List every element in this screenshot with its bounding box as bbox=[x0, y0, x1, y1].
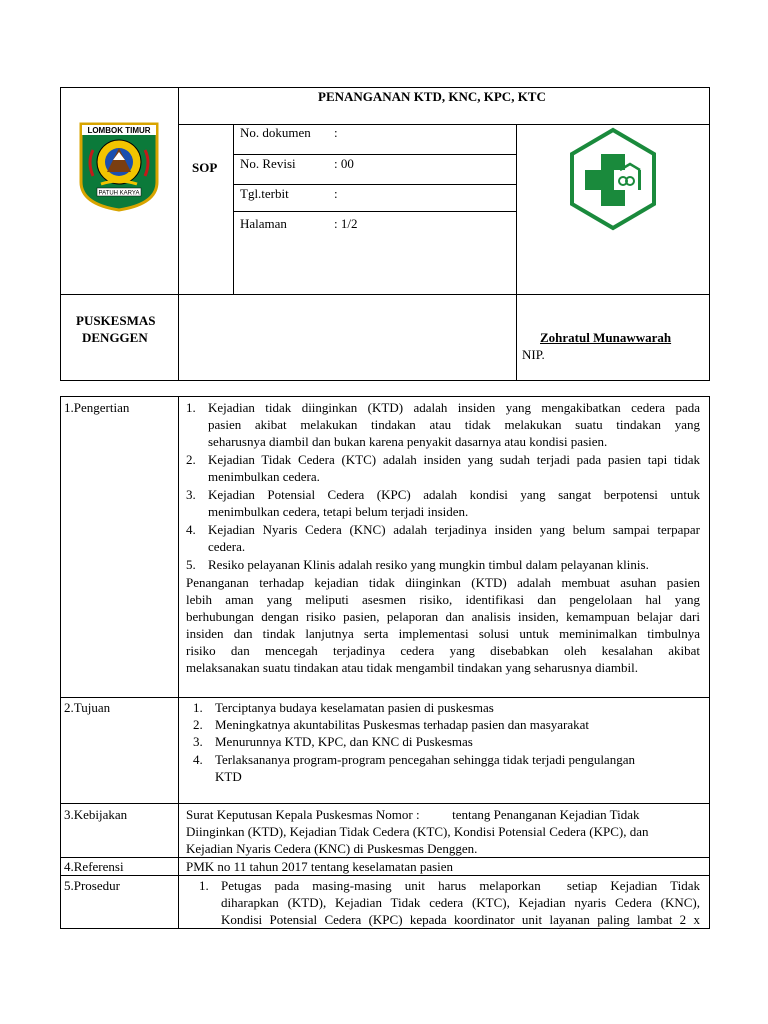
section-label: 5.Prosedur bbox=[64, 878, 120, 893]
header-divider bbox=[233, 211, 516, 212]
paragraph-line: Kejadian Nyaris Cedera (KNC) di Puskesmas Denggen. bbox=[186, 841, 478, 856]
list-item-line: KTD bbox=[215, 769, 242, 784]
paragraph-line: lebih aman yang meliputi asesmen risiko, identifikasi dan pengelolaan hal yang bbox=[186, 592, 700, 607]
content-bottom-border bbox=[60, 928, 710, 929]
section-label: 2.Tujuan bbox=[64, 700, 111, 715]
list-item-line: Kejadian tidak diinginkan (KTD) adalah insiden yang mengakibatkan cedera pada bbox=[208, 400, 700, 415]
section-label: 1.Pengertian bbox=[64, 400, 130, 415]
paragraph-line: risiko dan mencegah terjadinya cedera yang disebabkan oleh kesalahan akibat bbox=[186, 643, 700, 658]
referensi-text: PMK no 11 tahun 2017 tentang keselamatan pasien bbox=[186, 859, 454, 874]
content-divider bbox=[60, 697, 710, 698]
svg-text:PATUH KARYA: PATUH KARYA bbox=[98, 190, 140, 197]
doc-field-label: Tgl.terbit bbox=[240, 186, 289, 201]
lombok-timur-logo bbox=[79, 122, 159, 212]
list-item-line: pasien akibat melakukan tindakan atau tidak melakukan suatu tindakan yang bbox=[208, 417, 700, 432]
list-item-line: seharusnya diambil dan bukan karena penyakit dasarnya atau kondisi pasien. bbox=[208, 434, 608, 449]
list-number: 2. bbox=[193, 717, 203, 732]
list-number: 4. bbox=[193, 752, 203, 767]
list-number: 3. bbox=[193, 734, 203, 749]
doc-field-value: : 1/2 bbox=[334, 216, 358, 231]
doc-field-label: No. dokumen bbox=[240, 125, 311, 140]
doc-field-value: : bbox=[334, 125, 338, 140]
signer-name: Zohratul Munawwarah bbox=[540, 330, 672, 345]
doc-field-value: : bbox=[334, 186, 338, 201]
list-number: 5. bbox=[186, 557, 196, 572]
content-divider bbox=[60, 803, 710, 804]
list-item-line: diharapkan (KTD), Kejadian Tidak cedera (KTC), Kejadian nyaris Cedera (KNC), bbox=[221, 895, 700, 910]
list-number: 1. bbox=[199, 878, 209, 893]
list-item-line: Terciptanya budaya keselamatan pasien di puskesmas bbox=[215, 700, 494, 715]
section-label: 3.Kebijakan bbox=[64, 807, 128, 822]
doc-field-label: Halaman bbox=[240, 216, 287, 231]
list-item-line: Meningkatnya akuntabilitas Puskesmas terhadap pasien dan masyarakat bbox=[215, 717, 590, 732]
organization-name: DENGGEN bbox=[82, 330, 148, 345]
list-number: 4. bbox=[186, 522, 196, 537]
header-divider bbox=[60, 294, 710, 295]
list-item-line: Resiko pelayanan Klinis adalah resiko yang mungkin timbul dalam pelayanan klinis. bbox=[208, 557, 649, 572]
list-number: 2. bbox=[186, 452, 196, 467]
content-divider bbox=[178, 396, 179, 929]
header-divider bbox=[233, 124, 234, 294]
list-item-line: Menurunnya KTD, KPC, dan KNC di Puskesmas bbox=[215, 734, 473, 749]
list-item-line: menimbulkan cedera. bbox=[208, 469, 320, 484]
signer-nip: NIP. bbox=[522, 347, 545, 362]
organization-name: PUSKESMAS bbox=[76, 313, 156, 328]
section-label: 4.Referensi bbox=[64, 859, 124, 874]
header-divider bbox=[178, 87, 179, 381]
header-divider bbox=[516, 124, 517, 381]
sop-label: SOP bbox=[192, 160, 218, 175]
list-item-line: cedera. bbox=[208, 539, 246, 554]
paragraph-line: melaksanakan suatu tindakan atau tidak mengambil tindakan yang seharusnya diambil. bbox=[186, 660, 638, 675]
doc-field-value: : 00 bbox=[334, 156, 354, 171]
list-item-line: Kejadian Nyaris Cedera (KNC) adalah terjadinya insiden yang belum sampai terpapar bbox=[208, 522, 700, 537]
document-title: PENANGANAN KTD, KNC, KPC, KTC bbox=[318, 89, 546, 104]
paragraph-line: Surat Keputusan Kepala Puskesmas Nomor : tentang Penanganan Kejadian Tidak bbox=[186, 807, 640, 822]
list-item-line: Kondisi Potensial Cedera (KPC) kepada koordinator unit layanan paling lambat 2 x bbox=[221, 912, 700, 927]
paragraph-line: berhubungan dengan risiko pasien, pelaporan dan analisis insiden, kemampuan belajar dari bbox=[186, 609, 700, 624]
list-item-line: Kejadian Tidak Cedera (KTC) adalah insiden yang sudah terjadi pada pasien tapi tidak bbox=[208, 452, 700, 467]
list-item-line: Terlaksananya program-program pencegahan sehingga tidak terjadi pengulangan bbox=[215, 752, 635, 767]
doc-field-label: No. Revisi bbox=[240, 156, 296, 171]
paragraph-line: Penanganan terhadap kejadian tidak diinginkan (KTD) adalah membuat asuhan pasien bbox=[186, 575, 700, 590]
svg-text:LOMBOK TIMUR: LOMBOK TIMUR bbox=[87, 126, 151, 135]
list-number: 3. bbox=[186, 487, 196, 502]
paragraph-line: insiden dan tindak lanjutnya serta implementasi solusi untuk meminimalkan timbulnya bbox=[186, 626, 700, 641]
list-item-line: menimbulkan cedera, tetapi belum terjadi insiden. bbox=[208, 504, 469, 519]
list-item-line: Petugas pada masing-masing unit harus melaporkan setiap Kejadian Tidak bbox=[221, 878, 700, 893]
paragraph-line: Diinginkan (KTD), Kejadian Tidak Cedera (KTC), Kondisi Potensial Cedera (KPC), dan bbox=[186, 824, 649, 839]
list-number: 1. bbox=[186, 400, 196, 415]
list-number: 1. bbox=[193, 700, 203, 715]
puskesmas-logo bbox=[568, 126, 658, 236]
content-divider bbox=[60, 875, 710, 876]
list-item-line: Kejadian Potensial Cedera (KPC) adalah kondisi yang sangat berpotensi untuk bbox=[208, 487, 700, 502]
